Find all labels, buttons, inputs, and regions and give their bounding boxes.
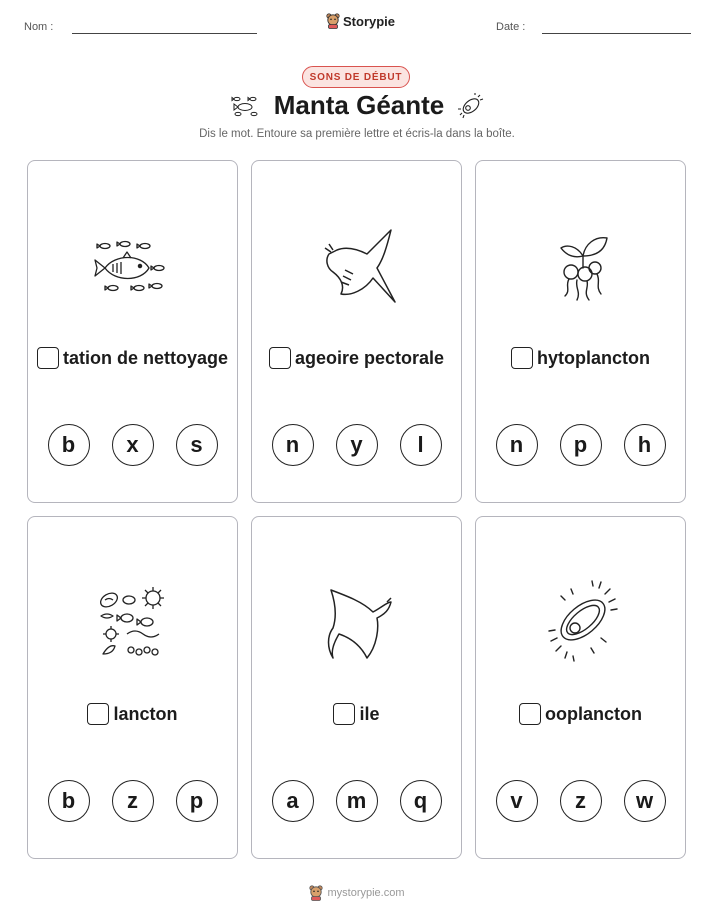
answer-box[interactable] — [333, 703, 355, 725]
letter-choices — [252, 424, 461, 466]
exercise-card — [475, 516, 686, 859]
letter-choice[interactable]: w — [624, 780, 666, 822]
fish-school-icon — [230, 94, 260, 118]
letter-choice[interactable]: p — [560, 424, 602, 466]
manta-ray-icon — [307, 216, 407, 316]
word-row — [252, 703, 461, 725]
word-row — [28, 703, 237, 725]
letter-choice[interactable]: p — [176, 780, 218, 822]
letter-choices — [476, 780, 685, 822]
name-label: Nom : — [24, 21, 54, 33]
exercise-card — [27, 516, 238, 859]
answer-box[interactable] — [511, 347, 533, 369]
letter-choice[interactable]: m — [336, 780, 378, 822]
bear-icon — [326, 13, 340, 29]
letter-choice[interactable]: b — [48, 424, 90, 466]
exercise-card — [251, 160, 462, 503]
partial-word: ageoire pectorale — [294, 347, 445, 368]
fish-school-icon — [83, 216, 183, 316]
exercise-card — [251, 516, 462, 859]
partial-word: tation de nettoyage — [62, 347, 228, 368]
letter-choice[interactable]: x — [112, 424, 154, 466]
page-title: Manta Géante — [273, 90, 445, 120]
letter-choices — [252, 780, 461, 822]
letter-choice[interactable]: z — [112, 780, 154, 822]
partial-word: hytoplancton — [537, 347, 650, 368]
letter-choice[interactable]: n — [496, 424, 538, 466]
letter-choice[interactable]: v — [496, 780, 538, 822]
phytoplankton-icon — [531, 216, 631, 316]
footer — [0, 885, 714, 901]
letter-choice[interactable]: l — [400, 424, 442, 466]
partial-word: ile — [359, 703, 380, 724]
brand-name: Storypie — [343, 13, 396, 29]
letter-choice[interactable]: h — [624, 424, 666, 466]
answer-box[interactable] — [87, 703, 109, 725]
word-row — [476, 347, 685, 369]
plankton-icon — [83, 572, 183, 672]
partial-word: lancton — [113, 703, 178, 724]
name-line[interactable] — [72, 33, 257, 34]
exercise-card — [27, 160, 238, 503]
letter-choice[interactable]: s — [176, 424, 218, 466]
letter-choices — [28, 780, 237, 822]
bear-icon — [309, 885, 323, 901]
zooplankton-icon — [531, 572, 631, 672]
answer-box[interactable] — [519, 703, 541, 725]
letter-choice[interactable]: y — [336, 424, 378, 466]
answer-box[interactable] — [269, 347, 291, 369]
date-label: Date : — [496, 21, 526, 33]
letter-choice[interactable]: q — [400, 780, 442, 822]
word-row — [252, 347, 461, 369]
zooplankton-icon — [458, 93, 484, 119]
exercise-card — [475, 160, 686, 503]
answer-box[interactable] — [37, 347, 59, 369]
brand-logo — [326, 13, 395, 29]
letter-choice[interactable]: b — [48, 780, 90, 822]
instruction-text: Dis le mot. Entoure sa première lettre et écris-la dans la boîte. — [199, 128, 515, 140]
category-badge: SONS DE DÉBUT — [302, 66, 410, 88]
date-line[interactable] — [542, 33, 691, 34]
title-row — [0, 90, 714, 121]
partial-word: ooplancton — [545, 703, 642, 724]
letter-choice[interactable]: n — [272, 424, 314, 466]
ray-icon — [307, 572, 407, 672]
letter-choice[interactable]: z — [560, 780, 602, 822]
footer-url[interactable]: mystorypie.com — [327, 887, 405, 899]
letter-choices — [28, 424, 237, 466]
word-row — [476, 703, 685, 725]
word-row — [28, 347, 237, 369]
letter-choice[interactable]: a — [272, 780, 314, 822]
letter-choices — [476, 424, 685, 466]
